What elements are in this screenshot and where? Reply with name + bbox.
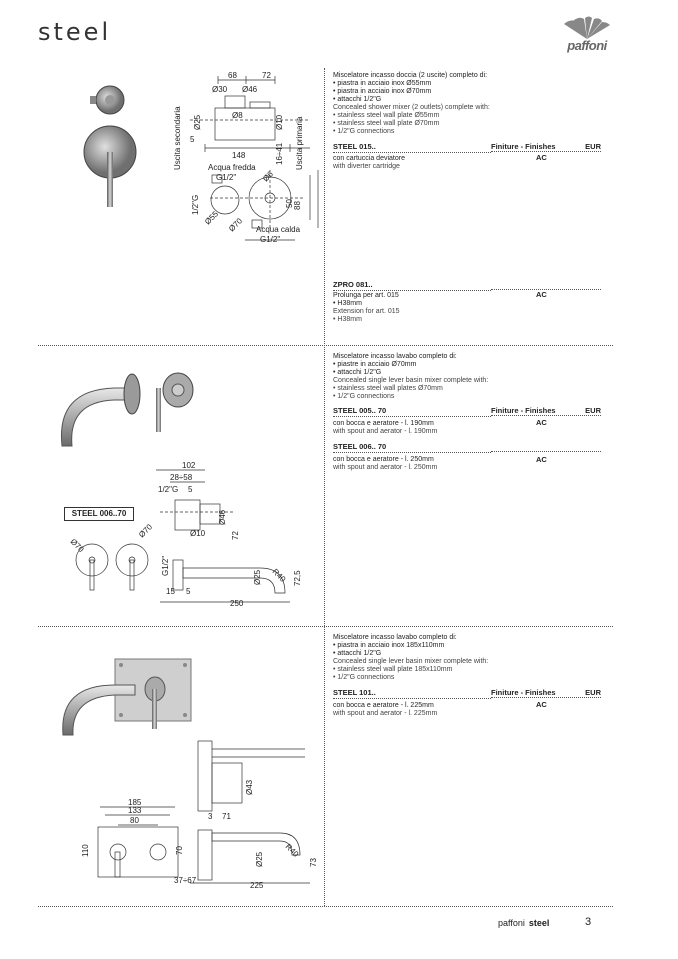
dim-label: 16÷41 [275,142,284,165]
dim-label: Ø70 [227,216,245,234]
finish-code: AC [536,153,547,162]
dim-label: 88 [293,201,302,210]
dim-label: 102 [182,461,196,470]
dim-label: Ø55 [203,209,221,227]
technical-drawing [170,70,320,250]
dim-label: 37÷67 [174,876,197,885]
dim-label: Ø46 [242,85,258,94]
section-divider [38,906,613,907]
column-divider [324,68,325,906]
dim-label: Ø70 [137,522,155,540]
plate-mixer-image [55,655,195,745]
dim-label: Acqua calda [256,225,301,234]
product-description: Miscelatore incasso doccia (2 uscite) completo di: • piastra in acciaio inox Ø55mm • piastra in acciaio inox Ø70mm • attacchi 1/2"G Concealed shower mixer (2 outlets) complete with: • stainless steel wall plate Ø55mm • stainless steel wall plate Ø70mm • 1/2"G connections [333,72,613,136]
dim-label: 185 [128,798,142,807]
section-divider [38,626,613,627]
finishes-line [491,280,601,290]
dim-label: 72,5 [293,570,302,586]
dim-label: 68 [228,71,237,80]
dim-label: 1/2"G [158,485,179,494]
drawing-tag: STEEL 006..70 [64,507,134,521]
product-code: STEEL 005.. 70 [333,406,491,417]
footer-line: steel [528,918,550,928]
dim-label: 110 [81,844,90,857]
dim-label: Ø6 [261,169,275,184]
finish-code: AC [536,455,547,464]
dim-label: 71 [222,812,231,821]
item-detail-it: con bocca e aeratore - l. 250mm [333,456,434,463]
logo-text: paffoni [567,38,607,53]
item-detail-it: Prolunga per art. 015 [333,292,399,299]
product-description: Miscelatore incasso lavabo completo di: • piastra in acciaio inox 185x110mm • attacchi 1/2"G Concealed single lever basin mixer complete with: • stainless steel wall plate 185x110mm • 1/2"G connections [333,634,613,682]
finishes-header: Finiture - Finishes EUR [491,688,601,697]
footer-brand-name: paffoni [498,918,525,928]
finish-code: AC [536,700,547,709]
item-detail-en: with spout and aerator - l. 225mm [333,710,438,717]
item-detail-it: con bocca e aeratore - l. 190mm [333,420,434,427]
item-detail-en: with diverter cartridge [333,163,400,170]
dim-label: 225 [250,881,264,890]
dim-label: Ø25 [255,851,264,867]
product-description: Miscelatore incasso lavabo completo di: • piastre in acciaio Ø70mm • attacchi 1/2"G Concealed single lever basin mixer complete with: • stainless steel wall plates Ø70mm • 1/2"G connections [333,353,613,401]
dim-label: 133 [128,806,142,815]
technical-drawing [80,735,320,890]
item-bullet-en: • H38mm [333,316,362,324]
dim-label: 73 [309,858,318,867]
dim-label: 1/2"G [191,194,200,215]
dim-label: Ø25 [253,569,262,585]
dim-label: 15 [166,587,175,596]
dim-label: Ø43 [245,779,254,795]
item-detail-en: with spout and aerator - l. 250mm [333,464,438,471]
dim-label: 5 [190,135,195,144]
dim-label: Uscita primaria [295,116,304,170]
fan-icon [556,16,618,40]
dim-label: 70 [175,846,184,855]
dim-label: 80 [130,816,139,825]
dim-label: Uscita secondaria [173,106,182,170]
dim-label: Ø30 [212,85,228,94]
dim-label: 28÷58 [170,473,193,482]
dim-label: 5 [186,587,191,596]
basin-mixer-image [50,368,200,458]
technical-drawing [60,460,320,610]
item-bullet-it: • H38mm [333,300,362,308]
page-title: steel [38,18,112,46]
dim-label: Ø10 [190,529,206,538]
paffoni-logo [556,16,618,56]
dim-label: G1/2" [260,235,281,244]
shower-mixer-image [80,82,140,212]
item-detail-it: con bocca e aeratore - l. 225mm [333,702,434,709]
dim-label: 5 [188,485,193,494]
product-code: STEEL 101.. [333,688,491,699]
dim-label: G1/2" [216,173,237,182]
dim-label: Ø25 [193,114,202,130]
finish-code: AC [536,418,547,427]
dim-label: Ø8 [232,111,243,120]
dim-label: Ø10 [275,114,284,130]
finishes-line [491,442,601,452]
product-code: STEEL 006.. 70 [333,442,491,453]
dim-label: 250 [230,599,244,608]
item-detail-it: con cartuccia deviatore [333,155,405,162]
item-detail-en: with spout and aerator - l. 190mm [333,428,438,435]
item-detail-en: Extension for art. 015 [333,308,400,315]
product-code: ZPRO 081.. [333,280,491,291]
dim-label: 148 [232,151,246,160]
dim-label: R40 [283,842,301,859]
dim-label: 3 [208,812,213,821]
dim-label: 72 [262,71,271,80]
section-divider [38,345,613,346]
dim-label: 72 [231,531,240,540]
dim-label: G1/2" [161,555,170,576]
product-code: STEEL 015.. [333,142,491,153]
page-number: 3 [585,916,592,928]
finishes-header: Finiture - Finishes EUR [491,142,601,151]
finish-code: AC [536,290,547,299]
dim-label: R40 [270,567,288,584]
dim-label: 50 [285,199,294,208]
dim-label: Ø46 [218,509,227,525]
dim-label: Acqua fredda [208,163,256,172]
footer-brand [498,918,549,928]
dim-label: Ø70 [68,537,86,555]
finishes-header: Finiture - Finishes EUR [491,406,601,415]
